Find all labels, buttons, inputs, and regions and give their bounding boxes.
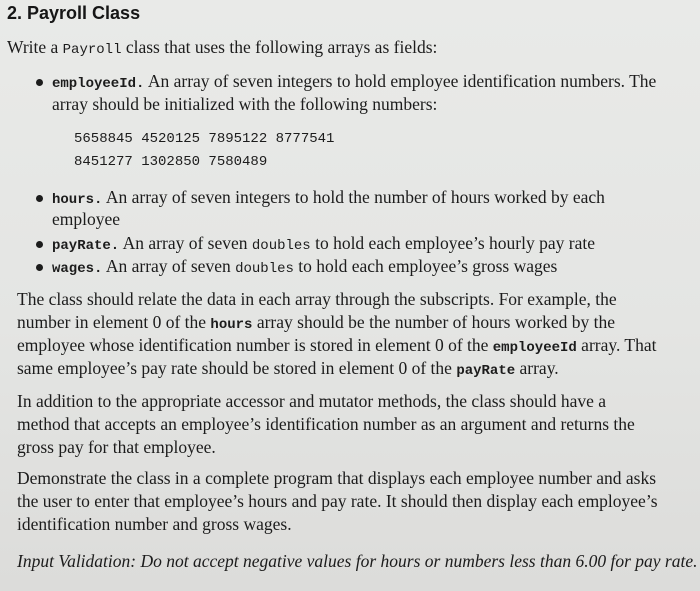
para1-line4: same employee’s pay rate should be stored in element 0 of the payRate array. [17,358,559,379]
para3-line3: identification number and gross wages. [17,514,292,534]
payrate-field-name: payRate. [52,238,120,254]
intro-line: Write a Payroll class that uses the following arrays as fields: [7,37,438,58]
employee-ids-row1: 5658845 4520125 7895122 8777541 [74,131,335,147]
wages-bullet-line: wages. An array of seven doubles to hold each employee’s gross wages [52,256,558,277]
employeeid-bullet-line2: array should be initialized with the following numbers: [52,94,438,114]
para2-line2: method that accepts an employee’s identification number as an argument and returns the [17,414,635,434]
bullet-icon [36,79,43,86]
payrate-code: payRate [456,363,516,379]
para1-line2: number in element 0 of the hours array should be the number of hours worked by the [17,312,615,333]
class-name-code: Payroll [62,42,122,58]
employeeid-field-name: employeeId. [52,76,145,92]
para2-line1: In addition to the appropriate accessor and mutator methods, the class should have a [17,391,606,411]
employeeid-bullet-line1: employeeId. An array of seven integers to hold employee identification numbers. The [52,71,657,92]
payrate-bullet-line: payRate. An array of seven doubles to hold each employee’s hourly pay rate [52,233,595,254]
bullet-icon [36,195,43,202]
input-validation-note: Input Validation: Do not accept negative values for hours or numbers less than 6.00 for pay rate. [17,551,698,571]
hours-field-name: hours. [52,192,103,208]
para1-line3: employee whose identification number is stored in element 0 of the employeeId array. That [17,335,657,356]
employee-ids-row2: 8451277 1302850 7580489 [74,154,268,170]
hours-bullet-line1: hours. An array of seven integers to hold the number of hours worked by each [52,187,605,208]
exercise-title: 2. Payroll Class [7,3,141,23]
bullet-icon [36,241,43,248]
wages-field-name: wages. [52,261,103,277]
hours-code: hours [210,317,253,333]
bullet-icon [36,264,43,271]
para3-line1: Demonstrate the class in a complete program that displays each employee number and asks [17,468,657,488]
hours-bullet-line2: employee [52,209,121,229]
employeeid-code: employeeId [492,340,577,356]
para3-line2: the user to enter that employee’s hours and pay rate. It should then display each employee’s [17,491,658,511]
para1-line1: The class should relate the data in each array through the subscripts. For example, the [17,289,617,309]
para2-line3: gross pay for that employee. [17,437,216,457]
